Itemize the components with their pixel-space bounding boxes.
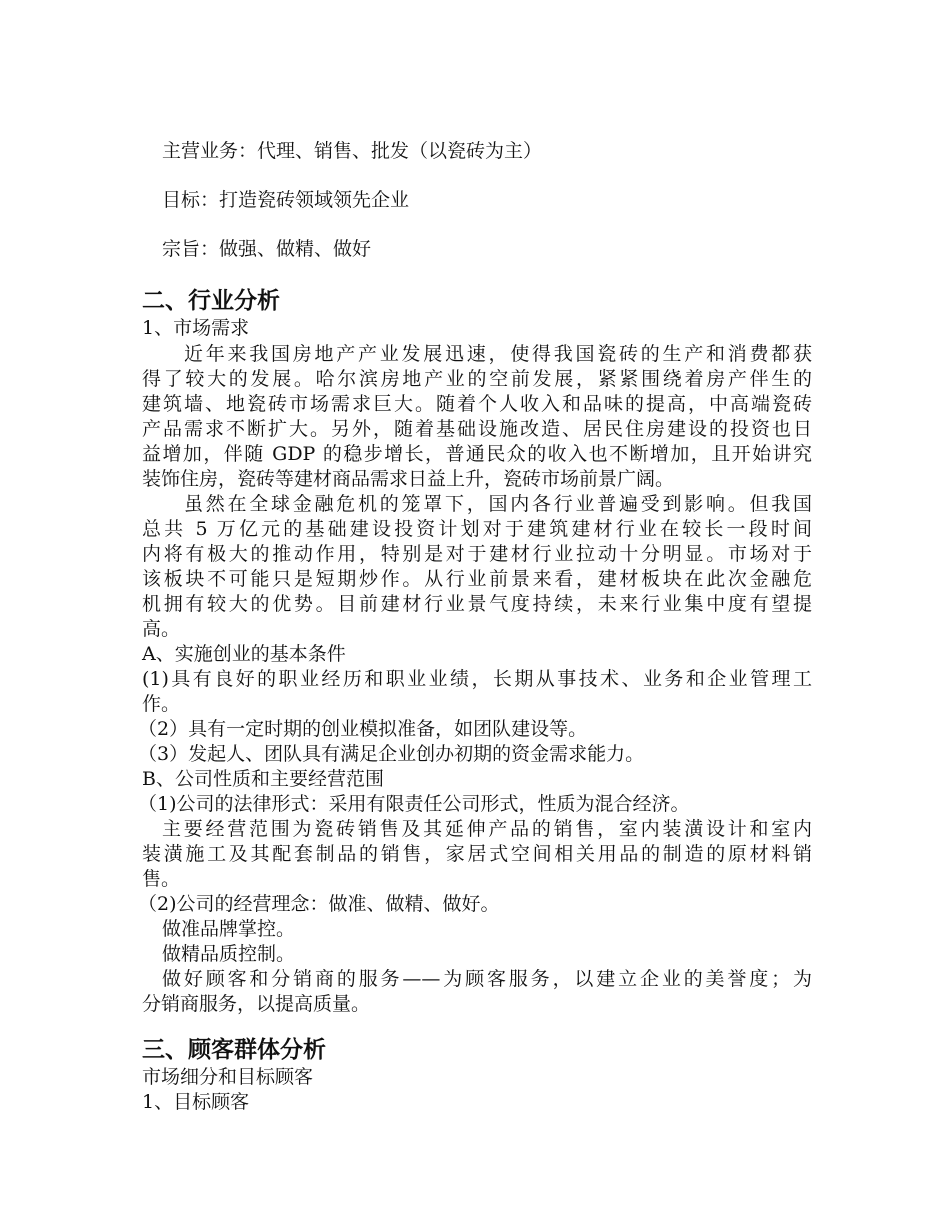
paragraph-line: 虽然在全球金融危机的笼罩下，国内各行业普遍受到影响。但我国 (184, 493, 812, 515)
paragraph-line: 得了较大的发展。哈尔滨房地产业的空前发展，紧紧围绕着房产伴生的 (142, 368, 812, 390)
paragraph-line: 做精品质控制。 (162, 943, 296, 965)
paragraph-line: 装饰住房，瓷砖等建材商品需求日益上升，瓷砖市场前景广阔。 (142, 468, 675, 490)
main-business-line: 主营业务：代理、销售、批发（以瓷砖为主） (162, 140, 543, 162)
paragraph-line: 该板块不可能只是短期炒作。从行业前景来看，建材板块在此次金融危 (142, 568, 812, 590)
paragraph-line: 高。 (142, 618, 181, 640)
list-item: （2)公司的经营理念：做准、做精、做好。 (138, 893, 500, 915)
list-item-line: (1)具有良好的职业经历和职业业绩，长期从事技术、业务和企业管理工 (142, 668, 812, 690)
tenet-line: 宗旨：做强、做精、做好 (162, 238, 372, 260)
paragraph-line: 做准品牌掌控。 (162, 918, 296, 940)
paragraph-line: 益增加，伴随 GDP 的稳步增长，普通民众的收入也不断增加，且开始讲究 (142, 443, 812, 465)
section-heading-industry-analysis: 二、行业分析 (142, 287, 280, 314)
paragraph-line: 建筑墙、地瓷砖市场需求巨大。随着个人收入和品味的提高，中高端瓷砖 (142, 393, 812, 415)
subsection-title-market-demand: 1、市场需求 (142, 317, 250, 339)
goal-line: 目标：打造瓷砖领域领先企业 (162, 189, 410, 211)
paragraph-line: 机拥有较大的优势。目前建材行业景气度持续，未来行业集中度有望提 (142, 593, 812, 615)
subsection-title-target-customers: 1、目标顾客 (142, 1091, 250, 1113)
paragraph-line: 装潢施工及其配套制品的销售，家居式空间相关用品的制造的原材料销 (142, 843, 812, 865)
paragraph-line: 售。 (142, 868, 181, 890)
subsection-title-basic-conditions: A、实施创业的基本条件 (142, 643, 346, 665)
list-item-line: 作。 (142, 693, 181, 715)
paragraph-line: 产品需求不断扩大。另外，随着基础设施改造、居民住房建设的投资也日 (142, 418, 812, 440)
paragraph-line: 分销商服务，以提高质量。 (142, 993, 371, 1015)
list-item: （3）发起人、团队具有满足企业创办初期的资金需求能力。 (138, 743, 645, 765)
section-heading-customer-analysis: 三、顾客群体分析 (142, 1036, 326, 1063)
paragraph-line: 总共 5 万亿元的基础建设投资计划对于建筑建材行业在较长一段时间 (142, 518, 812, 540)
list-item: （2）具有一定时期的创业模拟准备，如团队建设等。 (138, 718, 588, 740)
subsection-title-market-segmentation: 市场细分和目标顾客 (142, 1066, 314, 1088)
paragraph-line: 主要经营范围为瓷砖销售及其延伸产品的销售，室内装潢设计和室内 (162, 818, 812, 840)
paragraph-line: 近年来我国房地产产业发展迅速，使得我国瓷砖的生产和消费都获 (184, 343, 812, 365)
paragraph-line: 内将有极大的推动作用，特别是对于建材行业拉动十分明显。市场对于 (142, 543, 812, 565)
list-item: （1)公司的法律形式：采用有限责任公司形式，性质为混合经济。 (138, 793, 690, 815)
subsection-title-company-nature: B、公司性质和主要经营范围 (142, 768, 384, 790)
paragraph-line: 做好顾客和分销商的服务——为顾客服务，以建立企业的美誉度；为 (162, 968, 812, 990)
